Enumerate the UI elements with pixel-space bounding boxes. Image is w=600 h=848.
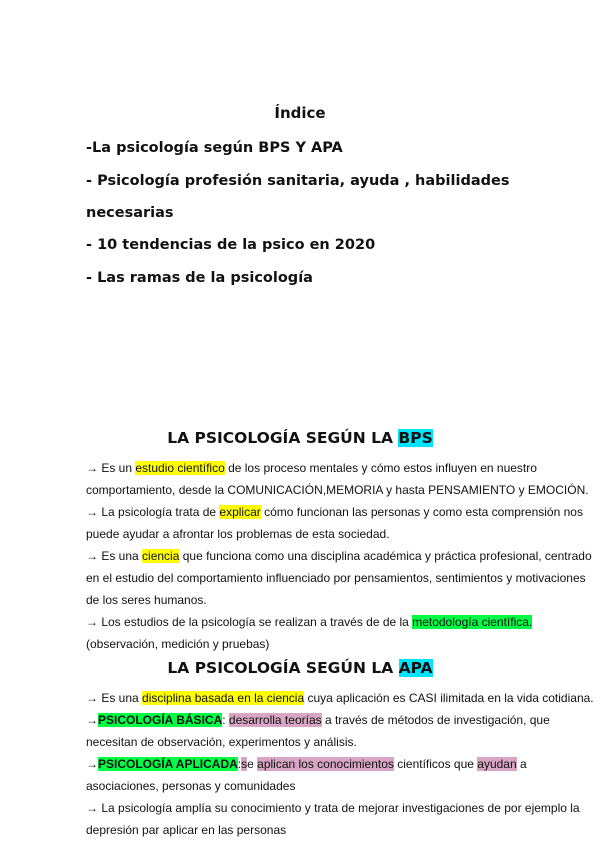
heading-text: LA PSICOLOGÍA SEGÚN LA bbox=[167, 429, 399, 447]
paragraph-line bbox=[86, 757, 527, 771]
paragraph-line bbox=[86, 505, 583, 519]
highlight-span: PSICOLOGÍA APLICADA bbox=[98, 757, 238, 771]
text-span: → Es una bbox=[86, 691, 143, 705]
text-span: → La psicología trata de bbox=[86, 505, 220, 519]
text-span: : bbox=[237, 757, 242, 771]
paragraph-line: comportamiento, desde la COMUNICACIÓN,MEMORIA y hasta PENSAMIENTO y EMOCIÓN. bbox=[86, 483, 589, 497]
text-span: → bbox=[86, 757, 98, 771]
paragraph-line bbox=[86, 713, 550, 727]
paragraph-line: necesitan de observación, experimentos y análisis. bbox=[86, 735, 357, 749]
text-span: científicos que bbox=[393, 757, 478, 771]
text-span: : bbox=[222, 713, 229, 727]
index-title: Índice bbox=[274, 104, 326, 122]
text-span: que funciona como una disciplina académica y práctica profesional, centrado bbox=[179, 549, 592, 563]
paragraph-line: depresión par aplicar en las personas bbox=[86, 823, 287, 837]
text-span: de los proceso mentales y cómo estos influyen en nuestro bbox=[224, 461, 537, 475]
paragraph-line: asociaciones, personas y comunidades bbox=[86, 779, 296, 793]
heading-highlight: BPS bbox=[398, 429, 433, 447]
paragraph-line: (observación, medición y pruebas) bbox=[86, 637, 270, 651]
index-item: - 10 tendencias de la psico en 2020 bbox=[86, 237, 376, 253]
text-span: cuya aplicación es CASI ilimitada en la vida cotidiana. bbox=[304, 691, 594, 705]
highlight-span: explicar bbox=[219, 505, 261, 519]
highlight-span: disciplina basada en la ciencia bbox=[142, 691, 305, 705]
highlight-span: aplican los conocimientos bbox=[257, 757, 394, 771]
paragraph-line: en el estudio del comportamiento influenciado por pensamientos, sentimientos y motivaciones bbox=[86, 571, 586, 585]
index-item: - Las ramas de la psicología bbox=[86, 270, 313, 286]
paragraph-line bbox=[86, 549, 592, 563]
highlight-span: metodología científica. bbox=[412, 615, 533, 629]
text-span: → Es un bbox=[86, 461, 136, 475]
index-item: -La psicología según BPS Y APA bbox=[86, 140, 343, 156]
index-item: necesarias bbox=[86, 205, 174, 221]
paragraph-line: puede ayudar a afrontar los problemas de esta sociedad. bbox=[86, 527, 390, 541]
paragraph-line: → La psicología amplía su conocimiento y trata de mejorar investigaciones de por ejemplo la bbox=[86, 801, 580, 815]
highlight-span: ayudan bbox=[477, 757, 517, 771]
paragraph-line bbox=[86, 691, 594, 705]
paragraph-line: de los seres humanos. bbox=[86, 593, 207, 607]
paragraph-line bbox=[86, 615, 532, 629]
text-span: cómo funcionan las personas y como esta comprensión nos bbox=[260, 505, 583, 519]
highlight-span: ciencia bbox=[142, 549, 180, 563]
text-span: → Los estudios de la psicología se realizan a través de de la bbox=[86, 615, 413, 629]
heading-highlight: APA bbox=[398, 659, 433, 677]
paragraph-line bbox=[86, 461, 537, 475]
text-span: a través de métodos de investigación, que bbox=[321, 713, 550, 727]
text-span: a bbox=[516, 757, 527, 771]
highlight-span: PSICOLOGÍA BÁSICA bbox=[98, 713, 223, 727]
highlight-span: estudio científico bbox=[135, 461, 225, 475]
heading-text: LA PSICOLOGÍA SEGÚN LA bbox=[167, 659, 399, 677]
text-span: e bbox=[247, 757, 258, 771]
section-heading-apa bbox=[0, 659, 600, 677]
highlight-span: desarrolla teorías bbox=[228, 713, 322, 727]
index-item: - Psicología profesión sanitaria, ayuda , habilidades bbox=[86, 173, 510, 189]
text-span: → bbox=[86, 713, 98, 727]
text-span: → Es una bbox=[86, 549, 143, 563]
section-heading-bps bbox=[0, 429, 600, 447]
highlight-span: s bbox=[241, 757, 248, 771]
